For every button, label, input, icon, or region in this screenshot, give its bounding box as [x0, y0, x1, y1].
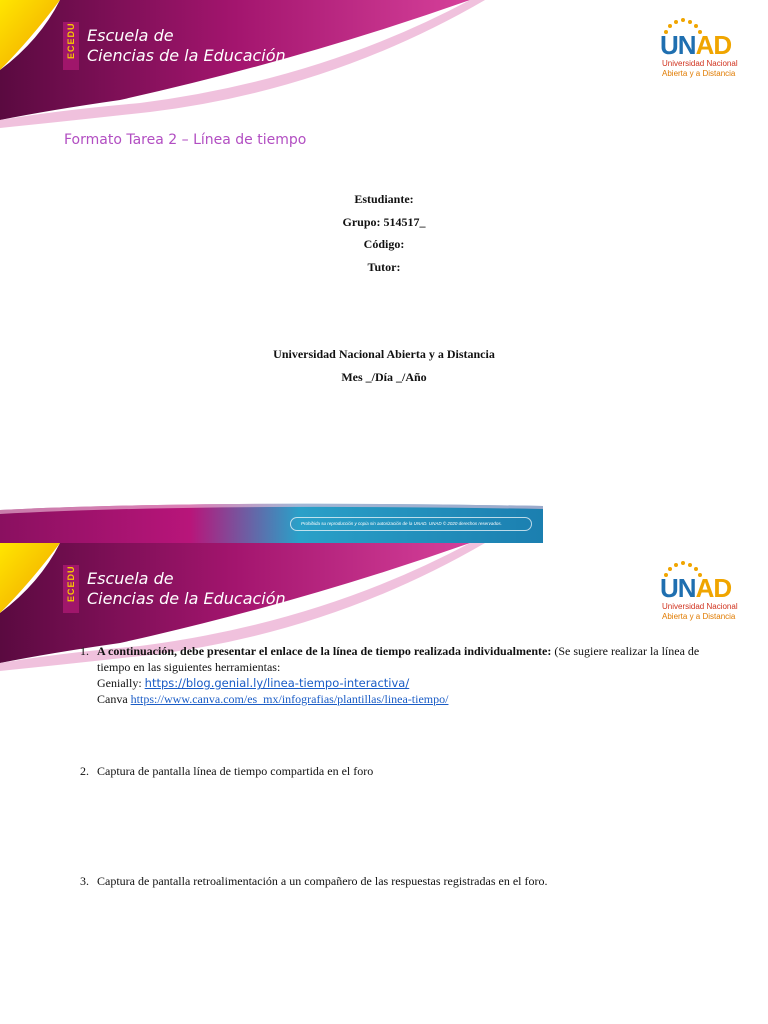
logo-wordmark: UNAD: [660, 30, 732, 60]
logo-subtitle-1: Universidad Nacional: [662, 602, 738, 611]
code-label: Código:: [363, 237, 405, 251]
list-number: 2.: [80, 764, 89, 778]
school-name-line2: Ciencias de la Educación: [87, 589, 286, 608]
tutor-label: Tutor:: [367, 259, 401, 274]
student-label: Estudiante:: [354, 192, 414, 206]
list-item: [80, 643, 720, 707]
genially-label: Genially:: [97, 676, 145, 690]
student-info-block: [0, 188, 768, 278]
canva-label: Canva: [97, 692, 131, 706]
unad-logo-2: [660, 559, 744, 629]
unad-logo: [660, 16, 744, 86]
logo-wordmark-2: UNAD: [660, 573, 732, 603]
item-text: Captura de pantalla línea de tiempo compartida en el foro: [97, 764, 374, 778]
canva-link[interactable]: https://www.canva.com/es_mx/infografias/plantillas/linea-tiempo/: [130, 692, 449, 706]
item-text: Captura de pantalla retroalimentación a un compañero de las respuestas registradas en el foro.: [97, 874, 548, 888]
school-name: [87, 26, 286, 66]
school-name-2: [87, 569, 286, 609]
logo-subtitle-2: Abierta y a Distancia: [662, 69, 736, 78]
list-item: [80, 763, 720, 779]
group-label: Grupo: 514517_: [342, 214, 426, 229]
list-item: [80, 873, 720, 889]
ecedu-tag: ECEDU: [66, 22, 76, 59]
logo-subtitle-1: Universidad Nacional: [662, 59, 738, 68]
document-title: Formato Tarea 2 – Línea de tiempo: [64, 132, 307, 148]
school-name-line2: Ciencias de la Educación: [87, 46, 286, 65]
item-bold-text: A continuación, debe presentar el enlace de la línea de tiempo realizada individualmente:: [97, 644, 552, 658]
list-number: 3.: [80, 874, 89, 888]
logo-subtitle-2: Abierta y a Distancia: [662, 612, 736, 621]
list-number: 1.: [80, 644, 89, 658]
copyright-notice: Prohibida su reproducción y copia sin autorización de la UNAD. UNAD © 2020 derechos reservados.: [290, 517, 532, 531]
item-text: (Se sugiere realizar la línea de tiempo en las siguientes herramientas:: [97, 644, 700, 674]
document-page-2: [0, 543, 768, 1024]
university-block: [0, 343, 768, 388]
school-name-line1: Escuela de: [87, 26, 174, 45]
date-line: Mes _/Día _/Año: [341, 369, 427, 384]
genially-link[interactable]: https://blog.genial.ly/linea-tiempo-interactiva/: [144, 676, 410, 690]
school-name-line1: Escuela de: [87, 569, 174, 588]
university-name: Universidad Nacional Abierta y a Distancia: [273, 347, 495, 361]
ecedu-tag-2: ECEDU: [66, 565, 76, 602]
